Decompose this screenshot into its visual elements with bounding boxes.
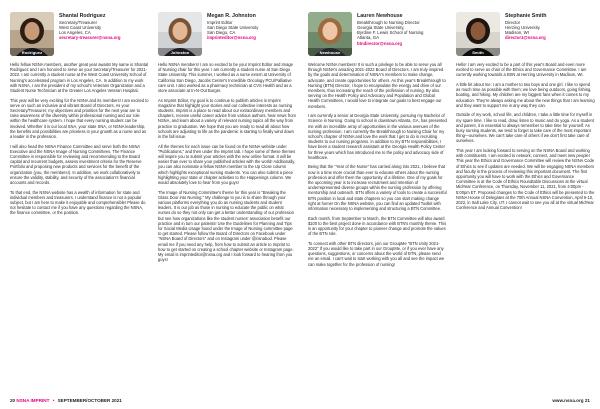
profile-column-smith xyxy=(456,12,595,215)
profile-column-johnston xyxy=(158,12,297,267)
footer-separator-icon: • xyxy=(52,398,55,403)
portrait-photo xyxy=(158,12,202,56)
profile-email-link[interactable]: imprinteditor@nsna.org xyxy=(207,35,256,41)
profile-info xyxy=(357,13,447,46)
profile-location: Atlanta, GA xyxy=(357,35,379,41)
body-paragraph: To connect with other BTN directors, join our GroupMe "BTN Unity 2021-2022" If you would like to take part in our GroupMe, or if you ever have any questions, suggestions, or concerns about the world of BTN, please send me an email. I can't wait to start working with you all and see the impact we can make together for the profession of nursing! xyxy=(308,240,445,267)
profile-name: Lauren Newhouse xyxy=(357,13,403,19)
profile-school: San Diego State University xyxy=(207,24,259,30)
body-paragraph: All the themes for each issue can be found on the NSNA website under "Publications," and then under the Imprint tab. I hope some of these themes will inspire you to submit your articles with the new online format. It will be easier than ever to share your published articles with the world! Additionally, you can also nominate a fellow NSNA member to the Up Close column which highlights exceptional nursing students. You can also submit a piece highlighting your state or chapter activities to the Happenings column. We would absolutely love to hear from you guys! xyxy=(158,143,296,186)
profile-info xyxy=(207,13,297,41)
profile-body xyxy=(10,62,149,216)
profile-name: Stephanie Smith xyxy=(505,13,547,19)
body-paragraph: This year will be very exciting for the NSNA and its members! I am excited to serve on such an inclusive and vibrant Board of Directors. As your Secretary/Treasurer, my objectives and priorities for the next year are to raise awareness of the diversity within professional nursing and our role within the healthcare system. I hope that every nursing student can be involved. Whether it is our local SNA, your state SNA, or NSNA leadership, the benefits and possibilities are priceless in your growth as a nurse and as a leader in the profession. xyxy=(10,97,149,140)
portrait-caption: Rodriguez xyxy=(21,50,43,55)
body-paragraph: Hello NSNA members! I am so excited to be your Imprint Editor and Image of Nursing chair for this year. I am currently a student nurse at San Diego State University. This summer, I worked as a nurse extern at University of California San Diego, Jacobs Center's Incredible Oncology PCU/Palliative care unit. I also worked as a pharmacy technician at CVS Health and as a store associate at In-N-Out Burger. xyxy=(158,62,293,94)
profile-header xyxy=(456,12,595,59)
footer-left xyxy=(10,398,122,403)
profile-body xyxy=(158,62,297,262)
body-paragraph: A little bit about me: I am a mother to two boys and one girl. I like to spend as much time as possible with them; we love being outdoors, going fishing, boating, and hiking. My children are my biggest fans when it comes to my education. They're always asking me about the new things that I am learning and they want to support me in any way they can. xyxy=(456,82,595,108)
profile-role: Breakthrough to Nursing Director xyxy=(357,19,420,25)
profile-name: Shantal Rodriguez xyxy=(59,13,106,19)
body-paragraph: Each month, from September to March, the BTN Committee will also award $100 to the best project done in accordance with BTN's monthly theme. This is an opportunity for your chapter to pioneer change and promote the values of the BTN role. xyxy=(308,215,447,237)
profile-column-rodriguez xyxy=(10,12,149,220)
body-paragraph: The Image of Nursing Committee's theme for this year is "Breaking the Glass Door into Nursing." My challenge to you is to share through your various platforms everything you do as nursing students and student leaders. It is our job as those in nursing to educate the public on what nurses do so they not only can get a better understanding of our profession but see how organizations like the student nurses' association benefit our practice and in turn our patients! Use the Guidelines for Planning and Tips for Social Media Usage found under the Image of Nursing committee page to get started. Please follow the Board of Directors on Facebook under "NSNA Board of Directors" and on Instagram under @nsnabod. Please email me if you need any help, from how to submit an article to Imprint to how to get started on creating a school chapter website or Instagram page. My email is imprinteditor@nsna.org and I look forward to hearing from you guys! xyxy=(158,189,295,263)
profile-school-unit: Byrdine F. Lewis School of Nursing xyxy=(357,30,424,36)
portrait-photo xyxy=(308,12,352,56)
profile-info xyxy=(59,13,149,41)
body-paragraph: I will also head the NSNA Finance Committee and serve both the NSNA Executive and the NSNA Image of Nursing Committees. The Finance Committee is responsible for reviewing and recommending to the Board capital and recurrent budgets, assess investment criteria for the Reserve Portfolio and proposing new products and services for the benefit of the organization (you, the members!). In addition, we work collaboratively to ensure the validity, stability, and security of the association's financial accounts and records. xyxy=(10,143,142,186)
page-number-right: 21 xyxy=(584,398,590,403)
body-paragraph: To that end, the NSNA website has a wealth of information for state and individual members and treasurers. I understand finance is not a popular subject, but I am here to make it enjoyable and comprehensible! Please do not hesitate to contact me if you have any questions regarding the NSNA, the finance committee, or the position. xyxy=(10,189,146,216)
profile-header xyxy=(158,12,297,59)
profile-header xyxy=(308,12,447,59)
profile-email-link[interactable]: secretary-treasurer@nsna.org xyxy=(59,35,121,41)
body-paragraph: Hello fellow NSNA members, another great year awaits! My name is Shantal Rodriguez and I am honored to serve as your Secretary/Treasurer for 2021-2022. I am currently a student nurse at the West Coast University School of Nursing's accelerated program in Los Angeles, CA. In addition to my work with NSNA, I am the president of my school's Veterans Organization and a Student Nurse Technician at the Greater Los Angeles Veteran Hospital. xyxy=(10,62,149,94)
body-paragraph: As Imprint Editor, my goal is to continue to publish articles in Imprint magazine that highlight your stories and our collective interests as nursing students. Imprint is a place to read about our extraordinary members and chapters, receive useful career advice from various authors, hear news from NSNA, and learn about a variety of relevant nursing topics all the way from practice to graduation. We hope that you are ready to read all about how schools are adjusting to life as the pandemic is starting to finally wind down in the fall issue. xyxy=(158,97,296,140)
body-paragraph: Welcome NSNA members! It is such a privilege to be able to serve you all through NSNA's amazing 2021-2022 Board of Directors. I am truly inspired by the goals and determination of NSNA's members to make change, advocate, and create opportunities for others. As this year's Breakthrough to Nursing (BTN) Director, I hope to encapsulate the energy and drive of our members, thus increasing the reach of the profession of nursing. By also serving on the Health Policy and Advocacy and Population and Global Health Committees, I would love to integrate our goals to best engage our members. xyxy=(308,62,446,109)
body-paragraph: Hello! I am very excited to be a part of this year's Board and even more excited to serve as chair of the Ethics and Governance Committee. I am currently working towards a BSN at Herzing University in Madison, WI. xyxy=(456,62,587,78)
portrait-caption: Smith xyxy=(472,50,484,55)
profile-role: Imprint Editor xyxy=(207,19,233,25)
profile-email-link[interactable]: director1@nsna.org xyxy=(505,35,546,41)
profile-location: San Diego, CA xyxy=(207,30,236,36)
profile-location: Los Angeles, CA xyxy=(59,30,91,36)
profile-school: West Coast University xyxy=(59,24,102,30)
profile-school: Georgia State University, xyxy=(357,24,405,30)
portrait-photo xyxy=(10,12,54,56)
profile-name: Megan R. Johnston xyxy=(207,13,256,19)
body-paragraph: Outside of my work, school life, and children, I take a little time for myself in my spare time. I like to read, draw, listen to music and do yoga. As a student and parent, it is essential to always remember to take time for yourself. As busy nursing students, we tend to forget to take care of the most important thing—ourselves. We can't take care of others if we don't first take care of ourselves. xyxy=(456,112,594,144)
site-url-link[interactable]: www.nsna.org xyxy=(552,398,584,403)
publication-name: NSNA IMPRINT xyxy=(16,398,50,403)
page-number-left: 20 xyxy=(10,398,16,403)
profile-body xyxy=(308,62,447,267)
profile-location: Madison, WI xyxy=(505,30,529,36)
body-paragraph: This year I am looking forward to serving on the NSNA Board and working with constituents. I am excited to network, connect, and meet new people! This year the Ethics and Governance Committee will review the NSNA Code of Ethics to see if updates are needed. We will be engaging NSNA members and faculty in the process of reviewing this important document. The first opportunity you will have to work with the Ethics and Governance Committee is at the Code of Ethics Roundtable Discussions at the virtual MidYear Conference, on Thursday, November 11, 2021, from 4:00pm - 5:00pm ET. Proposed changes to the Code of Ethics will be presented to the NSNA House of Delegates at the 70th Annual NSNA Convention, April 6-10, 2022, in Salt Lake City, UT. I cannot wait to see you all at the virtual MidYear Conference and Annual Convention! xyxy=(456,148,595,211)
profile-school: Herzing University xyxy=(505,24,540,30)
profile-header xyxy=(10,12,149,59)
profile-info xyxy=(505,13,595,41)
profile-role: Secretary/Treasurer xyxy=(59,19,98,25)
profile-body xyxy=(456,62,595,210)
issue-date: SEPTEMBER/OCTOBER 2021 xyxy=(57,398,122,403)
footer-right xyxy=(552,398,590,403)
profile-role: Director xyxy=(505,19,521,25)
profile-column-newhouse xyxy=(308,12,447,271)
portrait-photo xyxy=(456,12,500,56)
portrait-caption: Newhouse xyxy=(319,50,341,55)
portrait-caption: Johnston xyxy=(170,50,190,55)
body-paragraph: Being that the "Year of the Nurse" has carried along into 2021, I believe that now is a time more crucial than ever to educate others about the nursing profession and offer them the opportunity of a lifetime. One of my goals for the upcoming year is to increase recruitment and retention of underrepresented diverse groups within the nursing profession by offering mentorship and outreach. BTN offers a variety of tools to create a successful BTN position in local and state chapters so you can start making change right at home! On the NSNA website, you can find an updated Toolkit with information necessary to implementing and structuring a BTN Committee. xyxy=(308,164,447,212)
profile-email-link[interactable]: btndirector@nsna.org xyxy=(357,40,403,46)
body-paragraph: I am currently a senior at Georgia State University, pursuing my Bachelor of Science in Nursing. Going to school in downtown Atlanta, GA, has presented me with an incredible array of opportunities in the various avenues of the nursing profession. I am currently the Breakthrough to Nursing Chair for my school's chapter of NSNA and love the work that I get to do in recruiting students to our nursing programs. In addition to my BTN responsibilities, I have been a student research assistant at the Georgia Health Policy Center for three years which has introduced me to the policy and advocacy side of healthcare. xyxy=(308,113,447,160)
